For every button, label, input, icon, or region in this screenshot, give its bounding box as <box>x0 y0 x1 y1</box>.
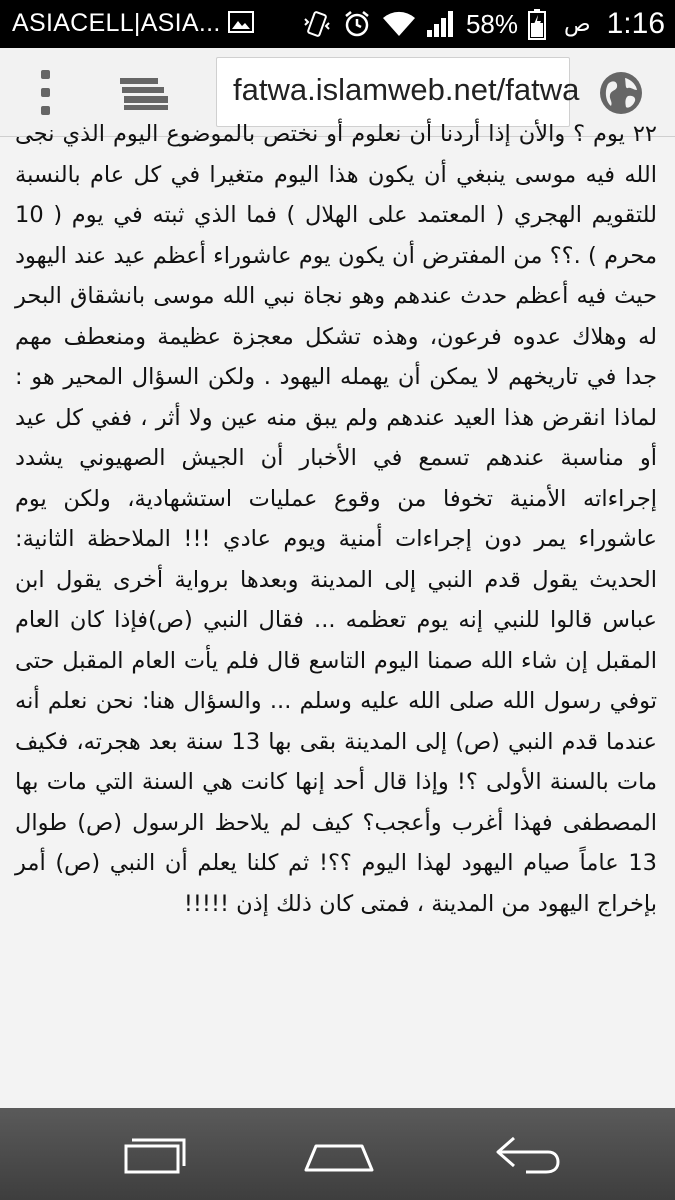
image-notification-icon <box>228 11 254 33</box>
page-content[interactable] <box>0 121 675 1108</box>
clock: 1:16 <box>606 7 665 40</box>
carrier-name: ASIACELL|ASIA... <box>12 9 221 37</box>
vibrate-icon <box>302 9 332 39</box>
article-body <box>15 114 657 924</box>
url-text[interactable]: fatwa.islamweb.net/fatwa <box>233 72 580 107</box>
alarm-icon <box>342 9 372 39</box>
home-icon[interactable] <box>294 1130 384 1178</box>
tabs-icon[interactable] <box>118 74 170 112</box>
status-icons <box>302 6 665 42</box>
navigation-bar <box>0 1108 675 1200</box>
am-pm-indicator: ص <box>564 11 591 37</box>
status-bar <box>0 0 675 48</box>
overflow-menu-icon[interactable] <box>34 68 58 118</box>
globe-icon[interactable] <box>598 70 644 116</box>
battery-percent: 58% <box>465 8 518 39</box>
wifi-icon <box>382 10 416 38</box>
back-icon[interactable] <box>480 1130 570 1178</box>
article-text: ٢٢ يوم ؟ والأن إذا أردنا أن نعلوم أو نختص بالموضوع اليوم الذي نجى الله فيه موسى ينبغي أن يكون هذا اليوم متغيرا في كل عام بالنسبة للتقويم الهجري ( المعتمد على الهلال ) فما الذي ثبته في يوم ( 10 محرم ) .؟؟ من المفترض أن يكون يوم عاشوراء أعظم عيد عند اليهود حيث فيه أعظم حدث عندهم وهو نجاة نبي الله موسى بانشقاق البحر له وهلاك عدوه فرعون، وهذه تشكل معجزة عظيمة ومنعطف مهم جدا في تاريخهم لا يمكن أن يهمله اليهود . ولكن السؤال المحير هو : لماذا انقرض هذا العيد عندهم ولم يبق منه عين ولا أثر ، ففي كل عيد أو مناسبة عندهم تسمع في الأخبار أن الجيش الصهيوني يشدد إجراءاته الأمنية تخوفا من وقوع عمليات استشهادية، ولكن يوم عاشوراء يمر دون إجراءات أمنية ويوم عادي !!! الملاحظة الثانية: الحديث يقول قدم النبي إلى المدينة وبعدها برواية أخرى يقول ابن عباس قالوا للنبي إنه يوم تعظمه ... فقال النبي (ص)فإذا كان العام المقبل إن شاء الله صمنا اليوم التاسع قال فلم يأت العام المقبل حتى توفي رسول الله صلى الله عليه وسلم ... والسؤال هنا: نحن نعلم أنه عندما قدم النبي (ص) إلى المدينة بقى بها 13 سنة بعد هجرته، فكيف مات بالسنة الأولى ؟! وإذا قال أحد إنها كانت هي السنة التي مات بها المصطفى فهذا أغرب وأعجب؟ كيف لم يلاحظ الرسول (ص) طوال 13 عاماً صيام اليهود لهذا اليوم ؟؟! ثم كلنا يعلم أن النبي (ص) أمر بإخراج اليهود من المدينة ، فمتى كان ذلك إذن !!!!! <box>15 121 657 917</box>
signal-icon <box>426 10 456 38</box>
recent-apps-icon[interactable] <box>108 1130 198 1178</box>
battery-icon <box>528 8 546 40</box>
